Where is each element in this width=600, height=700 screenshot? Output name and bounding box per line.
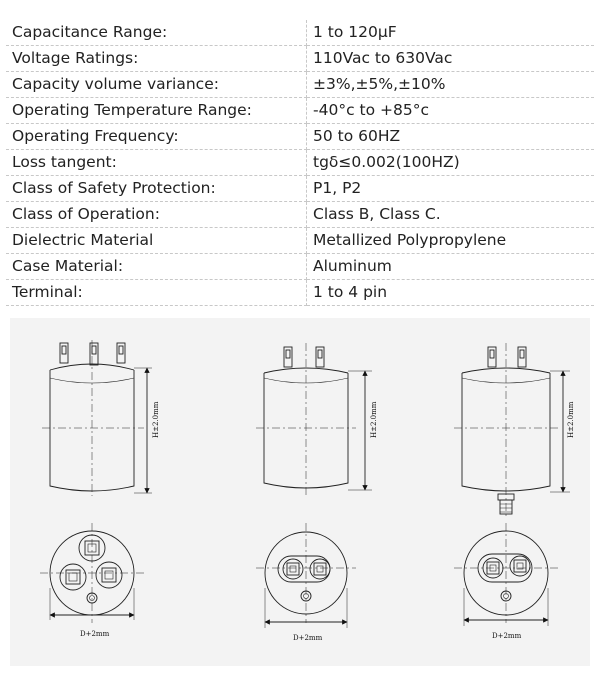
spec-value: Class B, Class C. xyxy=(307,202,595,228)
spec-value: 50 to 60HZ xyxy=(307,124,595,150)
drawings-svg xyxy=(10,318,590,666)
spec-label: Capacitance Range: xyxy=(6,20,307,46)
spec-label: Operating Frequency: xyxy=(6,124,307,150)
spec-row-temperature xyxy=(6,98,594,124)
spec-label: Dielectric Material xyxy=(6,228,307,254)
capacitor-2-side-view xyxy=(256,343,372,496)
capacitor-1-top-view xyxy=(40,523,144,623)
spec-label: Class of Safety Protection: xyxy=(6,176,307,202)
diameter-label-1: D+2mm xyxy=(80,630,110,638)
spec-row-case xyxy=(6,254,594,280)
spec-label: Operating Temperature Range: xyxy=(6,98,307,124)
specification-table xyxy=(6,20,594,306)
spec-label: Voltage Ratings: xyxy=(6,46,307,72)
spec-label: Class of Operation: xyxy=(6,202,307,228)
diameter-label-2: D+2mm xyxy=(293,634,323,642)
spec-row-voltage xyxy=(6,46,594,72)
spec-row-loss-tangent xyxy=(6,150,594,176)
capacitor-3-side-view xyxy=(454,343,570,518)
spec-value: P1, P2 xyxy=(307,176,595,202)
spec-value: ±3%,±5%,±10% xyxy=(307,72,595,98)
dimension-drawings xyxy=(10,318,590,666)
spec-row-frequency xyxy=(6,124,594,150)
spec-value: -40°c to +85°c xyxy=(307,98,595,124)
diameter-label-3: D+2mm xyxy=(492,632,522,640)
spec-value: tgδ≤0.002(100HZ) xyxy=(307,150,595,176)
spec-value: 110Vac to 630Vac xyxy=(307,46,595,72)
spec-row-dielectric xyxy=(6,228,594,254)
height-label-3: H±2.0mm xyxy=(567,401,575,438)
spec-row-variance xyxy=(6,72,594,98)
spec-row-terminal xyxy=(6,280,594,306)
spec-label: Loss tangent: xyxy=(6,150,307,176)
spec-label: Case Material: xyxy=(6,254,307,280)
spec-row-operation-class xyxy=(6,202,594,228)
height-label-1: H±2.0mm xyxy=(152,401,160,438)
spec-value: 1 to 120μF xyxy=(307,20,595,46)
capacitor-3-top-view xyxy=(454,523,558,626)
height-label-2: H±2.0mm xyxy=(370,401,378,438)
spec-row-safety xyxy=(6,176,594,202)
spec-value: 1 to 4 pin xyxy=(307,280,595,306)
capacitor-1-side-view xyxy=(42,340,152,496)
spec-row-capacitance xyxy=(6,20,594,46)
spec-value: Aluminum xyxy=(307,254,595,280)
capacitor-2-top-view xyxy=(256,523,356,628)
spec-label: Capacity volume variance: xyxy=(6,72,307,98)
spec-label: Terminal: xyxy=(6,280,307,306)
spec-value: Metallized Polypropylene xyxy=(307,228,595,254)
